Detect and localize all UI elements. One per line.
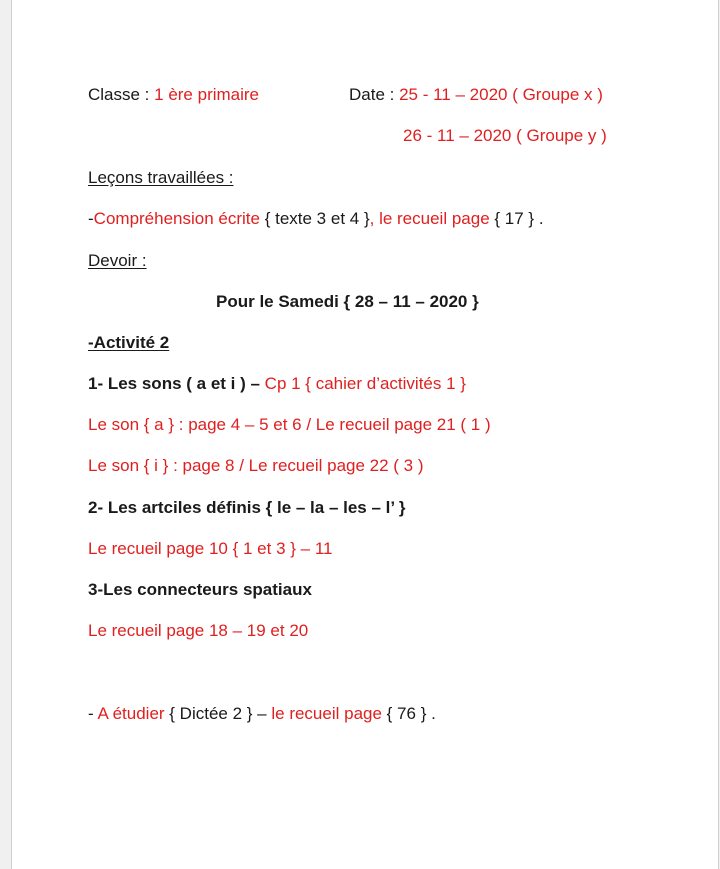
texte-detail: { texte 3 et 4 } [259,209,370,228]
section-3-heading: 3-Les connecteurs spatiaux [88,580,312,599]
section-2-heading: 2- Les artciles définis { le – la – les – l’ } [88,498,406,517]
etudier-page: { 76 } . [381,704,436,723]
date-line [349,84,603,106]
devoir-title: Devoir : [88,251,147,270]
section-3-line: Le recueil page 18 – 19 et 20 [88,621,309,640]
section-1-line-a: Le son { a } : page 4 – 5 et 6 / Le recueil page 21 ( 1 ) [88,415,491,434]
date-label: Date : [349,85,400,104]
dictee: { Dictée 2 } – [164,704,272,723]
date-group-x: 25 - 11 – 2020 ( Groupe x ) [399,85,603,104]
classe-line [88,84,259,106]
etudier-label: A étudier [97,704,165,723]
etudier-dash: - [88,704,98,723]
lecons-title: Leçons travaillées : [88,168,234,187]
section-1-cahier: Cp 1 { cahier d’activités 1 } [259,374,466,393]
classe-label: Classe : [88,85,155,104]
recueil-label: , le recueil page [369,209,490,228]
document-page [11,0,719,869]
section-1-heading [88,373,466,395]
section-2-line: Le recueil page 10 { 1 et 3 } – 11 [88,539,333,558]
comprehension-ecrite: Compréhension écrite [93,209,260,228]
recueil-page: { 17 } . [489,209,544,228]
date-group-y: 26 - 11 – 2020 ( Groupe y ) [403,126,607,145]
lecons-item [88,208,544,230]
section-1-line-i: Le son { i } : page 8 / Le recueil page 22 ( 3 ) [88,456,424,475]
section-1-title: 1- Les sons ( a et i ) – [88,374,260,393]
etudier-line [88,703,436,725]
etudier-recueil: le recueil page [271,704,382,723]
lecons-dash: - [88,209,94,228]
deadline: Pour le Samedi { 28 – 11 – 2020 } [216,292,479,311]
classe-value: 1 ère primaire [154,85,260,104]
activity-title: -Activité 2 [88,333,170,352]
